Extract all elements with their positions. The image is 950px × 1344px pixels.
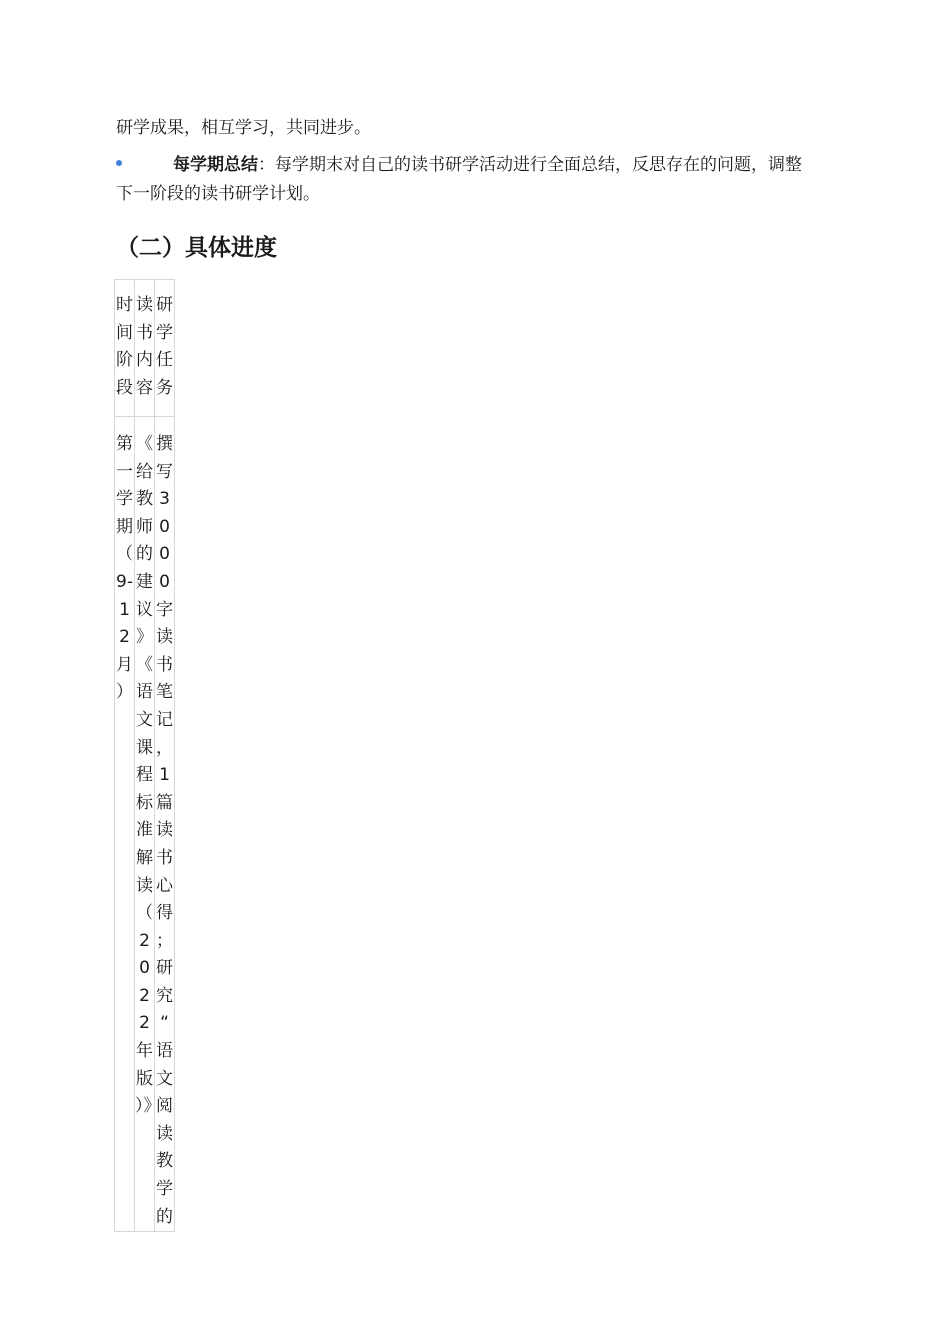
bullet-label: 每学期总结 xyxy=(173,155,258,175)
bullet-line-1 xyxy=(173,154,802,176)
bullet-text-2: 下一阶段的读书研学计划。 xyxy=(116,184,320,204)
section-heading: （二）具体进度 xyxy=(116,235,277,261)
header-reading-content: 读书内容 xyxy=(135,280,155,417)
header-study-task: 研学任务 xyxy=(155,280,175,417)
header-time-stage: 时间阶段 xyxy=(115,280,135,417)
table-row xyxy=(115,417,175,1232)
schedule-table xyxy=(114,279,175,1232)
cell-time-stage: 第一学期（9-12月） xyxy=(115,417,135,1232)
table-header-row xyxy=(115,280,175,417)
cell-study-task: 撰写3000字读书笔记，1篇读书心得；研究“语文阅读教学的 xyxy=(155,417,175,1232)
bullet-text-1: ：每学期末对自己的读书研学活动进行全面总结，反思存在的问题，调整 xyxy=(258,155,802,175)
cell-reading-content: 《给教师的建议》《语文课程标准解读（2022年版）》 xyxy=(135,417,155,1232)
paragraph-tail: 研学成果，相互学习，共同进步。 xyxy=(116,118,371,138)
bullet-dot-icon xyxy=(116,160,122,166)
